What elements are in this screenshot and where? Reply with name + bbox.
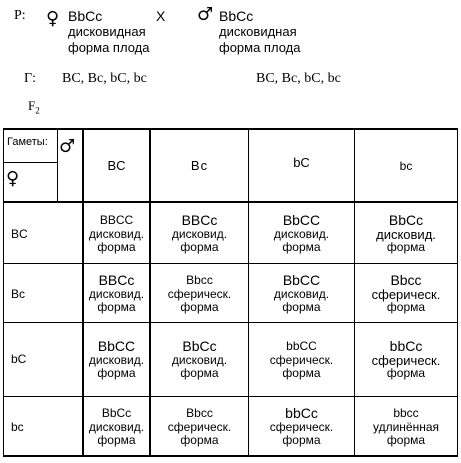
female-phenotype-line2: форма плода [68,40,150,55]
cell-genotype: BBCC [99,212,134,227]
cell-genotype: Bbcc [390,271,422,288]
corner-male-icon: ♂ [59,136,76,157]
cell-phenotype: сферическ. [167,419,232,434]
cell-genotype: Bbcc [186,272,213,287]
cell-phenotype: форма [282,299,321,314]
punnett-cell [249,397,354,455]
punnett-cell [355,323,457,396]
cell-phenotype: дисковид. [88,226,145,241]
f2-letter: F [28,98,36,113]
cross-sign: X [156,8,166,24]
cell-phenotype: форма [180,432,219,447]
punnett-cell [249,264,354,322]
cell-phenotype: дисковид. [88,286,145,301]
cell-phenotype: форма [386,366,426,380]
punnett-cell [84,323,149,396]
cell-phenotype: сферическ. [269,353,334,367]
cell-phenotype: форма [97,299,136,314]
cell-phenotype: форма [180,239,219,254]
male-phenotype-line1: дисковидная [219,24,297,39]
female-phenotype-line1: дисковидная [68,24,146,39]
cell-genotype: BbCC [282,271,321,288]
row-header: Bc [11,287,26,301]
cell-genotype: bbCc [389,338,423,354]
f2-label [28,98,40,116]
col-header-text: Bc [190,158,209,173]
cell-genotype: BbCC [282,211,321,228]
col-header [355,130,457,201]
row-header: bC [11,352,27,366]
female-genotype: BbCc [68,8,103,24]
cell-genotype: BBCc [181,211,218,228]
male-phenotype-line2: форма плода [219,40,301,55]
cell-genotype: bbCc [285,404,318,421]
cell-phenotype: сферическ. [167,286,232,301]
punnett-cell [84,203,149,263]
col-header-text: bC [293,154,310,170]
female-symbol-icon: ♀ [46,8,60,29]
cell-genotype: bbcc [393,405,419,420]
col-header-text: bc [399,158,413,173]
punnett-cell [355,397,457,455]
cell-phenotype: дисковид. [88,353,145,367]
cell-phenotype: форма [97,432,136,447]
gametes-female: BC, Bc, bC, bc [62,71,147,86]
cell-genotype: BbCc [101,405,132,420]
punnett-cell [249,323,354,396]
cell-genotype: BBCc [98,271,135,288]
punnett-cell [151,203,248,263]
gametes-label: Г: [24,71,36,86]
cell-phenotype: форма [180,299,219,314]
cell-phenotype: форма [180,366,219,380]
male-genotype: BbCc [219,8,254,24]
cell-phenotype: форма [386,299,426,314]
cell-genotype: bbCC [286,339,317,353]
punnett-cell [151,264,248,322]
cell-phenotype: форма [282,239,321,254]
cell-phenotype: форма [282,432,321,447]
cell-genotype: Bbcc [186,405,213,420]
corner-gametes-label: Гаметы: [7,136,48,148]
cell-phenotype: сферическ. [269,419,334,434]
cell-phenotype: дисковид. [376,226,436,242]
cell-phenotype: форма [386,432,426,447]
cell-phenotype: удлинённая [372,419,440,434]
punnett-cell [84,397,149,455]
cell-phenotype: дисковид. [171,226,228,241]
cell-phenotype: форма [386,239,426,254]
col-header [84,130,149,201]
cell-genotype: BbCc [182,338,217,354]
cell-phenotype: дисковид. [171,353,228,367]
corner-female-icon: ♀ [6,168,20,189]
cell-genotype: BbCC [97,338,136,354]
row-header: bc [11,420,24,434]
cell-phenotype: дисковид. [273,226,330,241]
male-symbol-icon: ♂ [197,4,214,25]
punnett-cell [151,397,248,455]
cell-phenotype: форма [97,366,136,380]
cell-genotype: BbCc [388,211,424,228]
parents-label: P: [14,8,26,23]
punnett-cell [249,203,354,263]
cell-phenotype: дисковид. [88,419,145,434]
punnett-cell [355,264,457,322]
gametes-male: BC, Bc, bC, bc [256,71,341,86]
row-header: BC [11,227,28,241]
cell-phenotype: форма [282,366,321,380]
col-header-text: BC [107,158,126,173]
col-header [249,130,354,194]
cell-phenotype: форма [97,239,136,254]
f2-subscript: 2 [35,105,40,116]
col-header [151,130,248,201]
punnett-cell [355,203,457,263]
punnett-cell [151,323,248,396]
cell-phenotype: дисковид. [273,286,330,301]
cell-phenotype: сферическ. [371,353,441,368]
punnett-cell [84,264,149,322]
cell-phenotype: сферическ. [371,286,441,302]
